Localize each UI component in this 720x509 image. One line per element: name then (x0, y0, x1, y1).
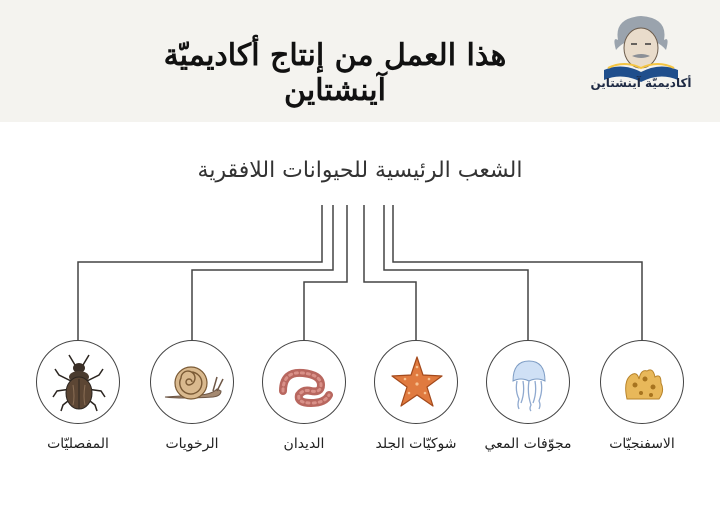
page-title: هذا العمل من إنتاج أكاديميّة آينشتاين (163, 38, 507, 108)
label-sponges: الاسفنجيّات (609, 436, 675, 452)
label-arthropods: المفصليّات (47, 436, 109, 452)
label-echinoderms: شوكيّات الجلد (375, 436, 457, 452)
starfish-icon (375, 341, 459, 425)
connector-sponges (393, 205, 642, 340)
node-echinoderms (374, 340, 458, 424)
snail-icon (151, 341, 235, 425)
node-coelenterates (486, 340, 570, 424)
connector-arthropods (78, 205, 322, 340)
jellyfish-icon (487, 341, 571, 425)
label-coelenterates: مجوّفات المعي (484, 436, 572, 452)
connector-echinoderms (364, 205, 416, 340)
label-worms: الديدان (283, 436, 325, 452)
sponge-icon (601, 341, 685, 425)
node-worms (262, 340, 346, 424)
diagram-title: الشعب الرئيسية للحيوانات اللافقرية (197, 158, 523, 183)
connector-coelenterates (384, 205, 528, 340)
logo-text: أكاديميّة آينشتاين (590, 76, 692, 90)
worm-icon (263, 341, 347, 425)
connector-mollusks (192, 205, 333, 340)
node-arthropods (36, 340, 120, 424)
node-mollusks (150, 340, 234, 424)
label-mollusks: الرخويات (165, 436, 219, 452)
node-sponges (600, 340, 684, 424)
connector-worms (304, 205, 347, 340)
beetle-icon (37, 341, 121, 425)
